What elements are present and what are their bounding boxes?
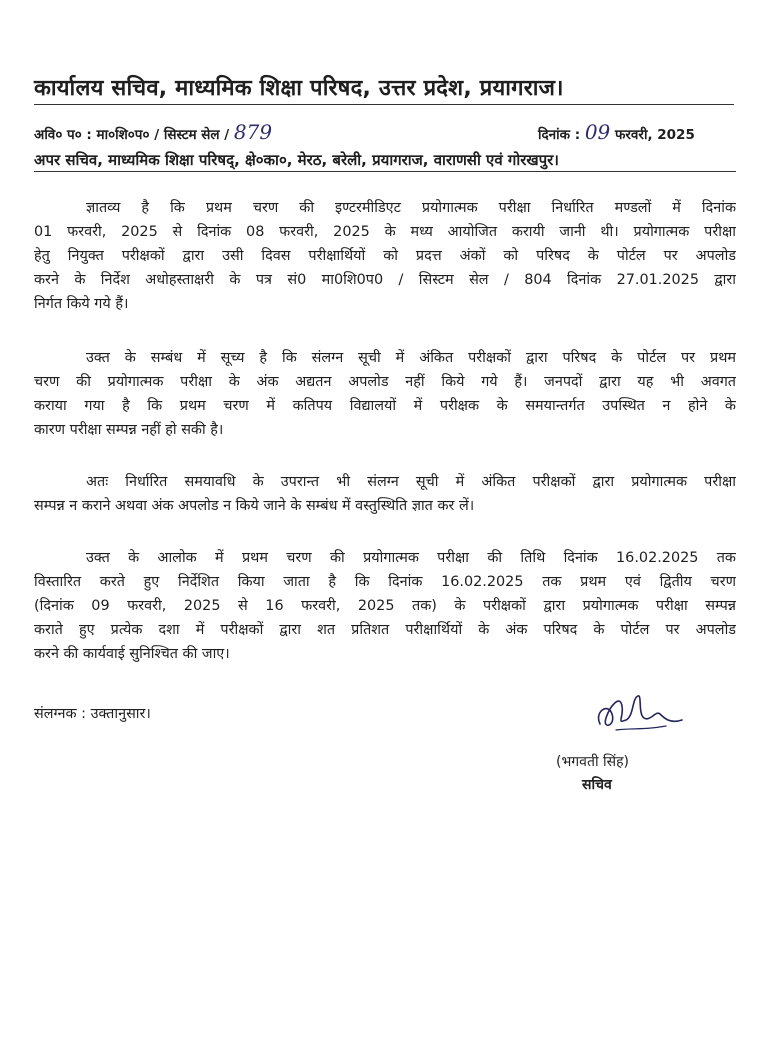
paragraph-line: विस्तारित करते हुए निर्देशित किया जाता है कि दिनांक 16.02.2025 तक प्रथम एवं द्वितीय चरण	[34, 574, 736, 590]
reference-number-handwritten: 879	[233, 120, 273, 144]
handwritten-signature	[586, 684, 686, 740]
paragraph-line: कराया गया है कि प्रथम चरण में कतिपय विद्यालयों में परीक्षक के समयान्तर्गत उपस्थित न होने के	[34, 398, 736, 414]
letter-date	[538, 120, 695, 144]
addressee: अपर सचिव, माध्यमिक शिक्षा परिषद्, क्षे०का०, मेरठ, बरेली, प्रयागराज, वाराणसी एवं गोरखपुर।	[34, 150, 736, 172]
body-paragraph-4	[34, 546, 736, 666]
date-label: दिनांक :	[538, 127, 581, 143]
paragraph-line: कारण परीक्षा सम्पन्न नहीं हो सकी है।	[34, 422, 224, 438]
body-paragraph-1	[34, 196, 736, 316]
paragraph-line: निर्गत किये गये हैं।	[34, 296, 129, 312]
reference-prefix: अवि० प० : मा०शि०प० / सिस्टम सेल /	[34, 127, 230, 143]
body-paragraph-3	[34, 470, 736, 518]
paragraph-line: 01 फरवरी, 2025 से दिनांक 08 फरवरी, 2025 के मध्य आयोजित करायी जानी थी। प्रयोगात्मक परीक्षा	[34, 224, 736, 240]
paragraph-line: ज्ञातव्य है कि प्रथम चरण की इण्टरमीडिएट प्रयोगात्मक परीक्षा निर्धारित मण्डलों में दिनांक	[86, 200, 736, 216]
paragraph-line: चरण की प्रयोगात्मक परीक्षा के अंक अद्यतन अपलोड नहीं किये गये हैं। जनपदों द्वारा यह भी अवगत	[34, 374, 736, 390]
date-day-handwritten: 09	[584, 120, 611, 144]
body-paragraph-2	[34, 346, 736, 442]
paragraph-line: करने के निर्देश अधोहस्ताक्षरी के पत्र सं0 मा0शि0प0 / सिस्टम सेल / 804 दिनांक 27.01.2025 द्वारा	[34, 272, 736, 288]
office-title: कार्यालय सचिव, माध्यमिक शिक्षा परिषद, उत्तर प्रदेश, प्रयागराज।	[34, 72, 734, 105]
paragraph-line: (दिनांक 09 फरवरी, 2025 से 16 फरवरी, 2025 तक) के परीक्षकों द्वारा प्रयोगात्मक परीक्षा सम्पन्न	[34, 598, 736, 614]
paragraph-line: कराते हुए प्रत्येक दशा में परीक्षकों द्वारा शत प्रतिशत परीक्षार्थियों के अंक परिषद के पोर्टल पर अपलोड	[34, 622, 736, 638]
signatory-designation: सचिव	[582, 777, 612, 793]
paragraph-line: अतः निर्धारित समयावधि के उपरान्त भी संलग्न सूची में अंकित परीक्षकों द्वारा प्रयोगात्मक परीक्षा	[86, 474, 736, 490]
paragraph-line: उक्त के सम्बंध में सूच्य है कि संलग्न सूची में अंकित परीक्षकों द्वारा परिषद के पोर्टल पर प्रथम	[86, 350, 736, 366]
reference-number	[34, 120, 272, 144]
paragraph-line: करने की कार्यवाई सुनिश्चित की जाए।	[34, 646, 230, 662]
paragraph-line: उक्त के आलोक में प्रथम चरण की प्रयोगात्मक परीक्षा की तिथि दिनांक 16.02.2025 तक	[86, 550, 736, 566]
paragraph-line: सम्पन्न न कराने अथवा अंक अपलोड न किये जाने के सम्बंध में वस्तुस्थिति ज्ञात कर लें।	[34, 498, 475, 514]
date-rest: फरवरी, 2025	[614, 127, 695, 143]
signatory-name: (भगवती सिंह)	[556, 754, 630, 770]
enclosure-note: संलग्नक : उक्तानुसार।	[34, 706, 151, 722]
paragraph-line: हेतु नियुक्त परीक्षकों द्वारा उसी दिवस परीक्षार्थियों को प्रदत्त अंकों को परिषद के पोर्टल पर अपलोड	[34, 248, 736, 264]
